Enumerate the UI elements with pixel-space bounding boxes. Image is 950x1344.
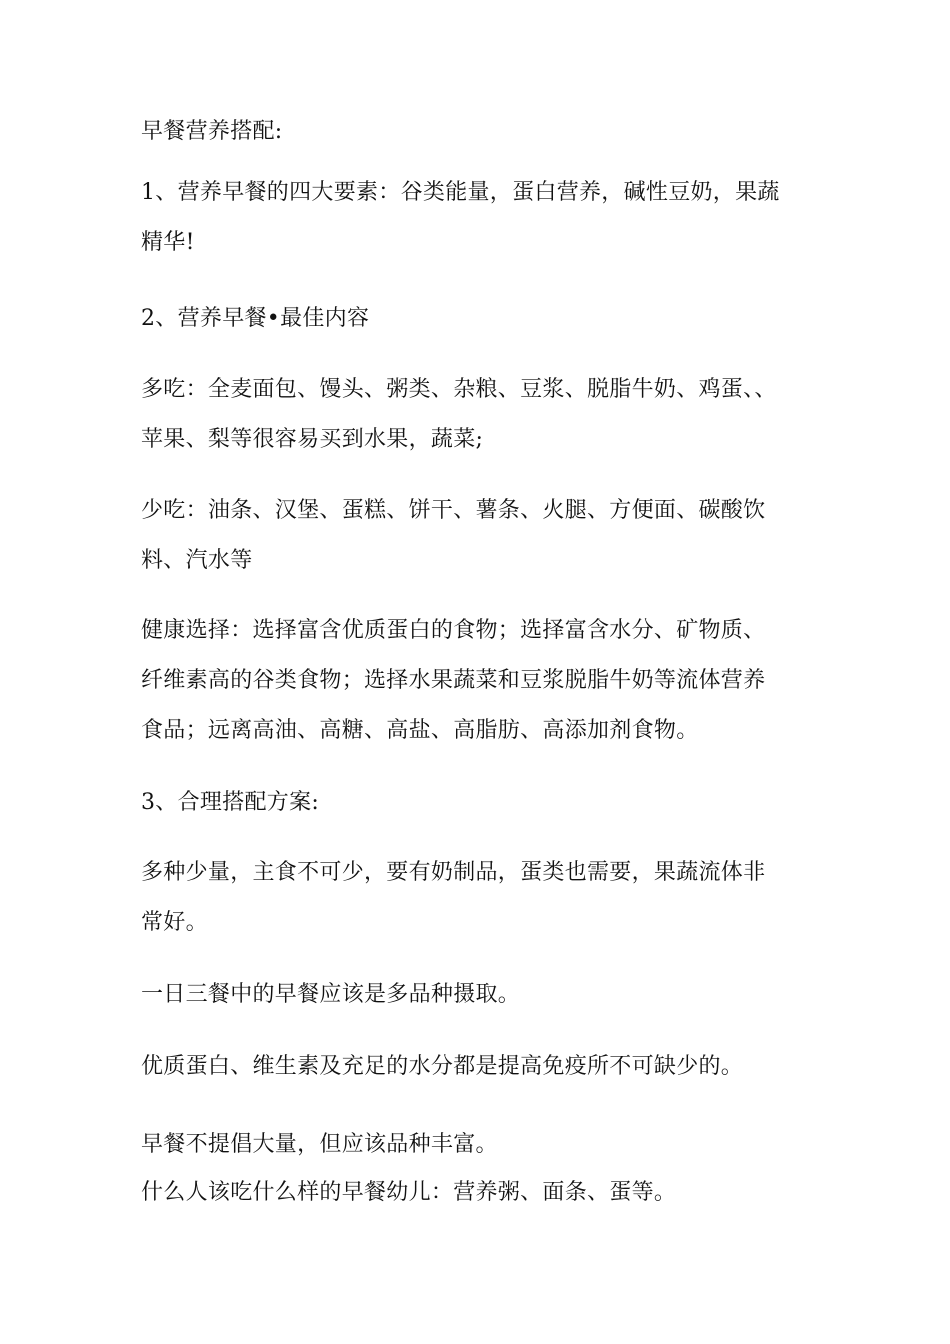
paragraph-line: 食品；远离高油、高糖、高盐、高脂肪、高添加剂食物。 [141, 718, 699, 743]
paragraph-line: 2、营养早餐•最佳内容 [141, 306, 370, 331]
paragraph-who-eats-what [141, 1168, 821, 1218]
paragraph-line: 多种少量，主食不可少，要有奶制品，蛋类也需要，果蔬流体非 [141, 860, 766, 885]
paragraph-three-meals [141, 970, 821, 1020]
paragraph-line: 什么人该吃什么样的早餐幼儿：营养粥、面条、蛋等。 [141, 1180, 677, 1205]
paragraph-line: 早餐不提倡大量，但应该品种丰富。 [141, 1132, 498, 1157]
paragraph-line: 多吃：全麦面包、馒头、粥类、杂粮、豆浆、脱脂牛奶、鸡蛋、、 [141, 377, 777, 402]
paragraph-line: 苹果、梨等很容易买到水果，蔬菜; [141, 427, 484, 452]
paragraph-variety [141, 848, 821, 948]
paragraph-plan-heading [141, 778, 821, 828]
paragraph-line: 常好。 [141, 910, 208, 935]
paragraph-healthy-choice [141, 606, 821, 756]
paragraph-immunity [141, 1042, 821, 1092]
paragraph-line: 精华! [141, 230, 195, 255]
document-title [141, 107, 821, 157]
paragraph-four-elements [141, 168, 821, 268]
paragraph-line: 一日三餐中的早餐应该是多品种摄取。 [141, 982, 521, 1007]
paragraph-eat-more [141, 365, 821, 465]
paragraph-line: 3、合理搭配方案: [141, 790, 320, 815]
paragraph-line: 少吃：油条、汉堡、蛋糕、饼干、薯条、火腿、方便面、碳酸饮 [141, 498, 766, 523]
paragraph-eat-less [141, 486, 821, 586]
paragraph-not-large [141, 1120, 821, 1170]
paragraph-line: 料、汽水等 [141, 548, 253, 573]
paragraph-line: 健康选择：选择富含优质蛋白的食物；选择富含水分、矿物质、 [141, 618, 766, 643]
paragraph-best-content-heading [141, 294, 821, 344]
paragraph-line: 纤维素高的谷类食物；选择水果蔬菜和豆浆脱脂牛奶等流体营养 [141, 668, 766, 693]
paragraph-line: 优质蛋白、维生素及充足的水分都是提高免疫所不可缺少的。 [141, 1054, 744, 1079]
paragraph-line: 1、营养早餐的四大要素：谷类能量，蛋白营养，碱性豆奶，果蔬 [141, 180, 780, 205]
title-text: 早餐营养搭配: [141, 119, 283, 144]
